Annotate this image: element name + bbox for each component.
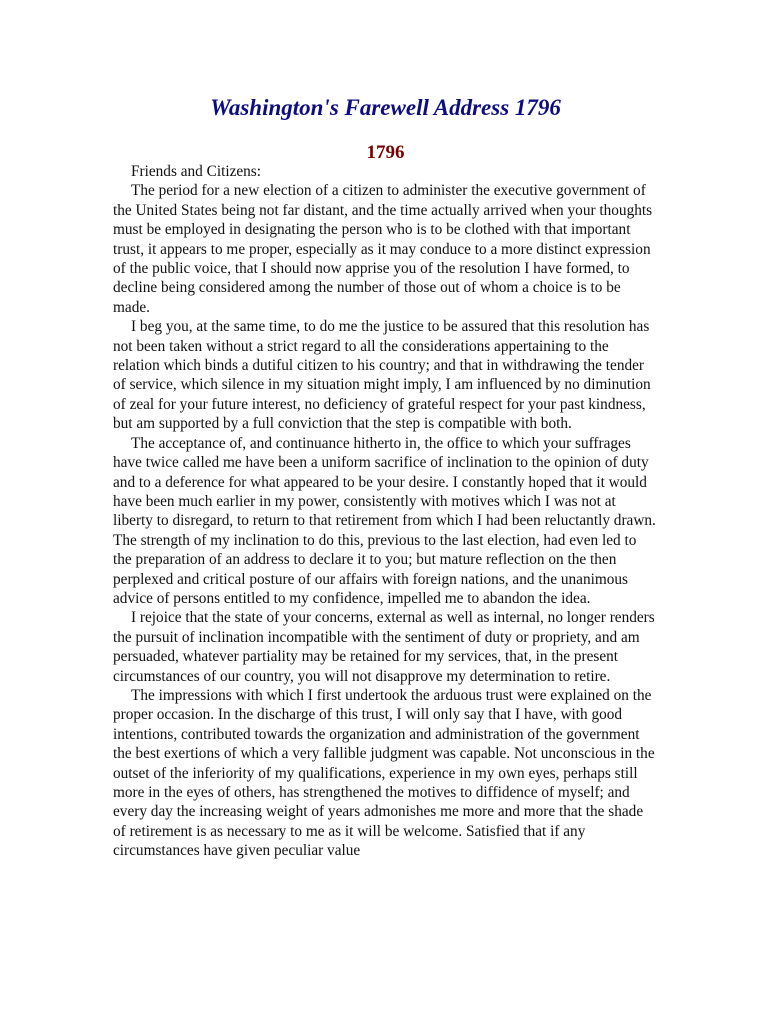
body-paragraph: The period for a new election of a citizen to administer the executive government of the United States being not far distant, and the time actually arrived when your thoughts must be employed in designating the person who is to be clothed with that important trust, it appears to me proper, especially as it may conduce to a more distinct expression of the public voice, that I should now apprise you of the resolution I have formed, to decline being considered among the number of those out of whom a choice is to be made. (113, 182, 653, 316)
salutation-paragraph: Friends and Citizens: (131, 163, 262, 180)
body-paragraph: The impressions with which I first undertook the arduous trust were explained on the proper occasion. In the discharge of this trust, I will only say that I have, with good intentions, contributed towards the organization and administration of the government the best exertions of which a very fallible judgment was capable. Not unconscious in the outset of the inferiority of my qualifications, experience in my own eyes, perhaps still more in the eyes of others, has strengthened the motives to diffidence of myself; and every day the increasing weight of years admonishes me more and more that the shade of retirement is as necessary to me as it will be welcome. Satisfied that if any circumstances have given peculiar value (113, 686, 655, 860)
body-paragraph: I beg you, at the same time, to do me the justice to be assured that this resolution has not been taken without a strict regard to all the considerations appertaining to the relation which binds a dutiful citizen to his country; and that in withdrawing the tender of service, which silence in my situation might imply, I am influenced by no diminution of zeal for your future interest, no deficiency of grateful respect for your past kindness, but am supported by a full conviction that the step is compatible with both. (113, 318, 651, 433)
document-body (113, 162, 658, 861)
page-subtitle: 1796 (366, 142, 405, 163)
body-paragraph: The acceptance of, and continuance hitherto in, the office to which your suffrages have twice called me have been a uniform sacrifice of inclination to the opinion of duty and to a deference for what appeared to be your desire. I constantly hoped that it would have been much earlier in my power, consistently with motives which I was not at liberty to disregard, to return to that retirement from which I had been reluctantly drawn. The strength of my inclination to do this, previous to the last election, had even led to the preparation of an address to declare it to you; but mature reflection on the then perplexed and critical posture of our affairs with foreign nations, and the unanimous advice of persons entitled to my confidence, impelled me to abandon the idea. (113, 434, 656, 607)
page-title: Washington's Farewell Address 1796 (210, 95, 561, 120)
body-paragraph: I rejoice that the state of your concerns, external as well as internal, no longer renders the pursuit of inclination incompatible with the sentiment of duty or propriety, and am persuaded, whatever partiality may be retained for my services, that, in the present circumstances of our country, you will not disapprove my determination to retire. (113, 609, 655, 685)
